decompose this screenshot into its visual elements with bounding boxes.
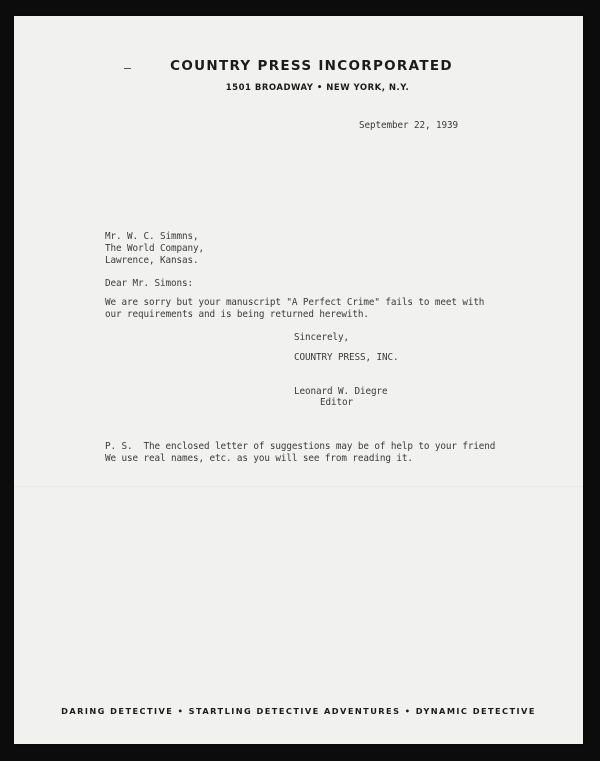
- paper-fold-line: [14, 486, 583, 487]
- complimentary-close: Sincerely,: [294, 332, 349, 343]
- footer-magazine-titles: DARING DETECTIVE • STARTLING DETECTIVE ADVENTURES • DYNAMIC DETECTIVE: [61, 706, 536, 716]
- body-line-1: We are sorry but your manuscript "A Perfect Crime" fails to meet with: [105, 297, 485, 308]
- recipient-line-name: Mr. W. C. Simmns,: [105, 231, 199, 242]
- letterhead-company-name: COUNTRY PRESS INCORPORATED: [170, 58, 453, 74]
- letterhead-address: 1501 BROADWAY • NEW YORK, N.Y.: [225, 83, 410, 93]
- postscript-line-2: We use real names, etc. as you will see from reading it.: [105, 453, 413, 464]
- recipient-line-company: The World Company,: [105, 243, 204, 254]
- postscript-line-1: P. S. The enclosed letter of suggestions may be of help to your friend: [105, 441, 496, 452]
- recipient-line-city: Lawrence, Kansas.: [105, 255, 199, 266]
- signature-company: COUNTRY PRESS, INC.: [294, 352, 399, 363]
- letter-date: September 22, 1939: [359, 120, 458, 131]
- salutation: Dear Mr. Simons:: [105, 278, 193, 289]
- signer-name: Leonard W. Diegre: [294, 386, 388, 397]
- signer-title: Editor: [320, 397, 353, 408]
- letter-page: [14, 16, 583, 744]
- body-line-2: our requirements and is being returned herewith.: [105, 309, 369, 320]
